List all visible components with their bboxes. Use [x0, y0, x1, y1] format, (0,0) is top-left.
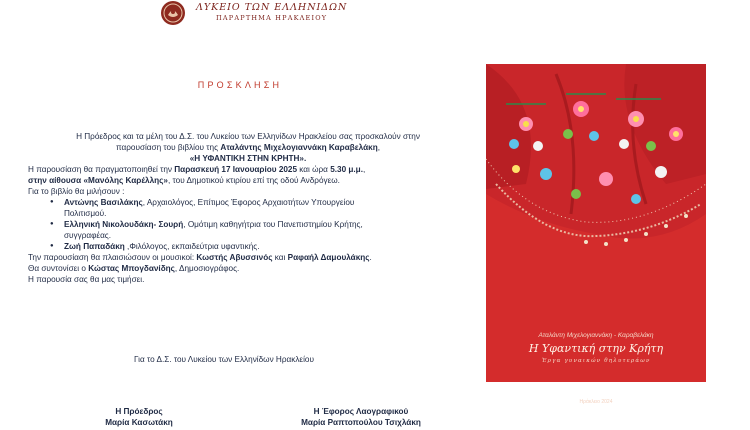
speaker-desc-cont: Πολιτισμού. [64, 209, 107, 218]
coordinator-line [28, 263, 468, 274]
signature-curator [276, 406, 446, 428]
event-address: , του Δημοτικού κτιρίου επί της οδού Ανδρόγεω. [167, 176, 340, 185]
invitation-title: ΠΡΟΣΚΛΗΣΗ [197, 80, 283, 90]
event-text: , [362, 165, 366, 174]
coordinator-name: Κώστας Μπογδανίδης [88, 264, 175, 273]
signature-role: Η Πρόεδρος [115, 407, 163, 416]
closing-line: Η παρουσία σας θα μας τιμήσει. [28, 275, 145, 284]
signature-president [84, 406, 194, 428]
musician-2: Ραφαήλ Δαμουλάκης [287, 253, 370, 262]
speaker-name: Ζωή Παπαδάκη [64, 242, 125, 251]
speaker-desc: , Αρχαιολόγος, Επίτιμος Έφορος Αρχαιοτήτων Υπουργείου [142, 198, 355, 207]
org-name: ΛΥΚΕΙΟ ΤΩΝ ΕΛΛΗΝΙΔΩΝ [196, 2, 348, 13]
signature-name: Μαρία Κασωτάκη [105, 418, 173, 427]
lyceum-emblem-icon [160, 0, 186, 26]
musician-1: Κωστής Αβυσσινός [196, 253, 273, 262]
cover-place-year: Ηράκλειο 2024 [579, 399, 613, 405]
speaker-desc: ,Φιλόλογος, εκπαιδεύτρια υφαντικής. [124, 242, 260, 251]
header-logo [160, 0, 347, 26]
speaker-desc-cont: συγγραφέας. [64, 231, 112, 240]
music-text: Την παρουσίαση θα πλαισιώσουν οι μουσικοί: [28, 253, 197, 262]
cover-title: Η Υφαντική στην Κρήτη [528, 342, 664, 355]
speakers-intro: Για το βιβλίο θα μιλήσουν : [28, 187, 125, 196]
intro-text: παρουσίαση του βιβλίου της [115, 143, 221, 152]
speaker-name: Ελληνική Νικολουδάκη- Σουρή [64, 220, 184, 229]
signature-role: Η Έφορος Λαογραφικού [313, 407, 409, 416]
org-name-block [196, 2, 347, 24]
event-text: Η παρουσίαση θα πραγματοποιηθεί την [28, 165, 175, 174]
music-line [28, 252, 468, 263]
event-when [28, 164, 468, 175]
speaker-item [50, 197, 468, 219]
book-title: «Η ΥΦΑΝΤΙΚΗ ΣΤΗΝ ΚΡΗΤΗ». [189, 154, 307, 163]
speaker-desc: , Ομότιμη καθηγήτρια του Πανεπιστημίου Κρήτης, [183, 220, 363, 229]
org-branch: ΠΑΡΑΡΤΗΜΑ ΗΡΑΚΛΕΙΟΥ [216, 14, 328, 22]
event-time: 5.30 μ.μ. [330, 165, 363, 174]
invitation-body [28, 131, 468, 285]
music-text: . [369, 253, 372, 262]
event-where [28, 175, 468, 186]
intro-line-2 [28, 142, 468, 153]
cover-author: Αταλάντη Μιχελογιαννάκη - Καραβελάκη [538, 332, 654, 339]
for-board-line: Για το Δ.Σ. του Λυκείου των Ελληνίδων Ηρακλείου [134, 355, 314, 364]
book-cover [486, 64, 706, 405]
event-date: Παρασκευή 17 Ιανουαρίου 2025 [174, 165, 298, 174]
intro-punct: , [377, 143, 380, 152]
speaker-name: Αντώνης Βασιλάκης [64, 198, 143, 207]
coordinator-text: , Δημοσιογράφος. [174, 264, 240, 273]
coordinator-text: Θα συντονίσει ο [28, 264, 89, 273]
intro-line-1: Η Πρόεδρος και τα μέλη του Δ.Σ. του Λυκείου των Ελληνίδων Ηρακλείου σας προσκαλούν στην [76, 132, 420, 141]
cover-subtitle: Έργα γυναικών θηλυτεράων [541, 358, 651, 364]
book-author: Αταλάντης Μιχελογιαννάκη Καραβελάκη [220, 143, 378, 152]
event-hall: στην αίθουσα «Μανόλης Καρέλλης» [28, 176, 168, 185]
speaker-item [50, 241, 468, 252]
event-text: και ώρα [297, 165, 331, 174]
signature-name: Μαρία Ραπτοπούλου Τσιχλάκη [301, 418, 421, 427]
speakers-list [28, 197, 468, 252]
music-text: και [272, 253, 288, 262]
speaker-item [50, 219, 468, 241]
